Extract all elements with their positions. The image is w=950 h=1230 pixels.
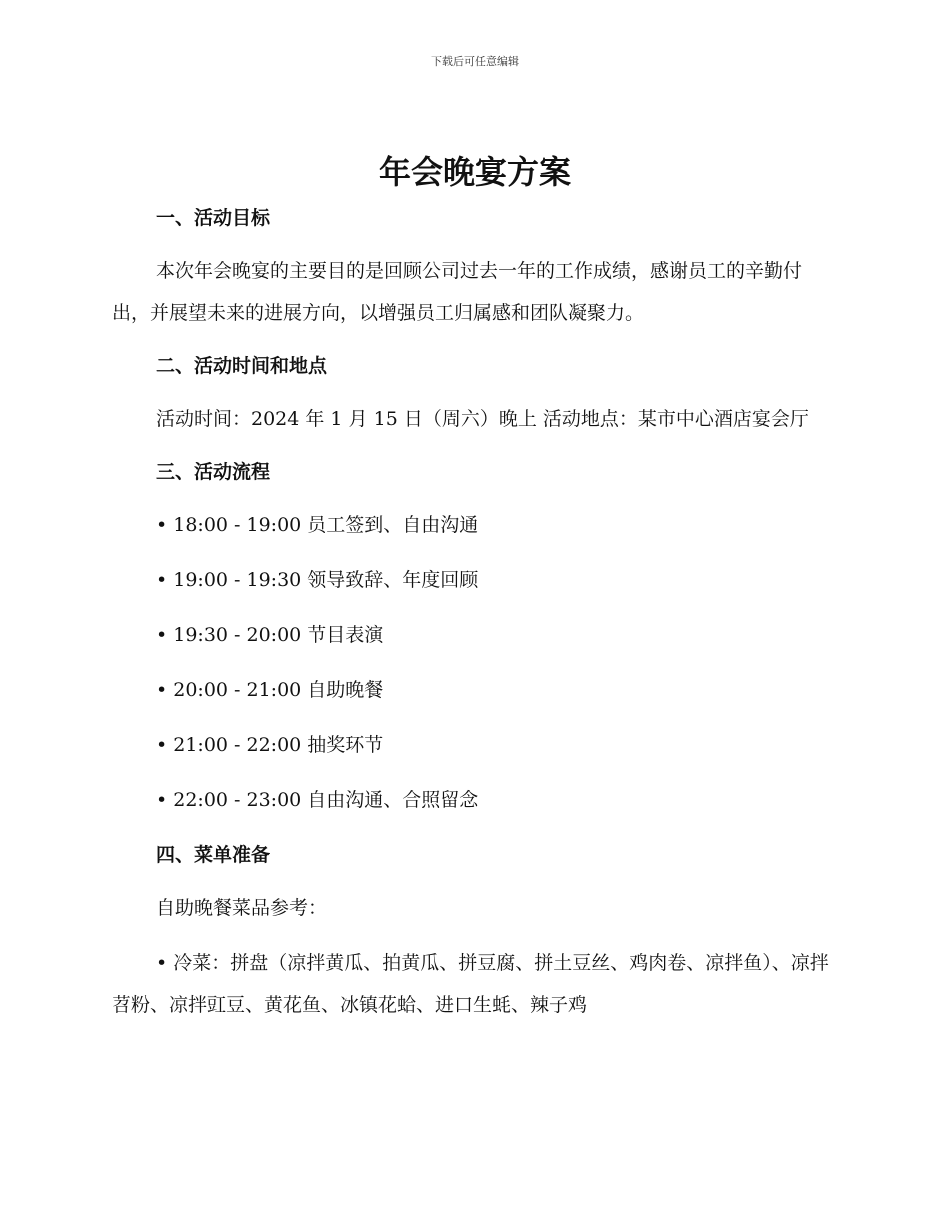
schedule-item: • 18:00 - 19:00 员工签到、自由沟通 bbox=[156, 514, 479, 536]
section-paragraph-time-location: 活动时间：2024 年 1 月 15 日（周六）晚上 活动地点：某市中心酒店宴会厅 bbox=[156, 408, 809, 430]
document-body bbox=[112, 197, 830, 1039]
schedule-item: • 21:00 - 22:00 抽奖环节 bbox=[156, 734, 384, 756]
schedule-item: • 19:30 - 20:00 节目表演 bbox=[156, 624, 384, 646]
schedule-item: • 22:00 - 23:00 自由沟通、合照留念 bbox=[156, 789, 479, 811]
document-title: 年会晚宴方案 bbox=[378, 153, 571, 191]
section-paragraph-goals: 本次年会晚宴的主要目的是回顾公司过去一年的工作成绩，感谢员工的辛勤付出，并展望未来的进展方向，以增强员工归属感和团队凝聚力。 bbox=[112, 260, 803, 324]
menu-item: • 冷菜：拼盘（凉拌黄瓜、拍黄瓜、拼豆腐、拼土豆丝、鸡肉卷、凉拌鱼）、凉拌苕粉、凉拌豇豆、黄花鱼、冰镇花蛤、进口生蚝、辣子鸡 bbox=[112, 952, 829, 1016]
menu-intro: 自助晚餐菜品参考： bbox=[156, 897, 328, 919]
section-heading-menu: 四、菜单准备 bbox=[156, 844, 271, 866]
header-note: 下载后可任意编辑 bbox=[431, 55, 519, 68]
schedule-item: • 19:00 - 19:30 领导致辞、年度回顾 bbox=[156, 569, 479, 591]
section-heading-schedule: 三、活动流程 bbox=[156, 461, 271, 483]
section-heading-goals: 一、活动目标 bbox=[156, 207, 271, 229]
schedule-item: • 20:00 - 21:00 自助晚餐 bbox=[156, 679, 384, 701]
section-heading-time-location: 二、活动时间和地点 bbox=[156, 355, 328, 377]
